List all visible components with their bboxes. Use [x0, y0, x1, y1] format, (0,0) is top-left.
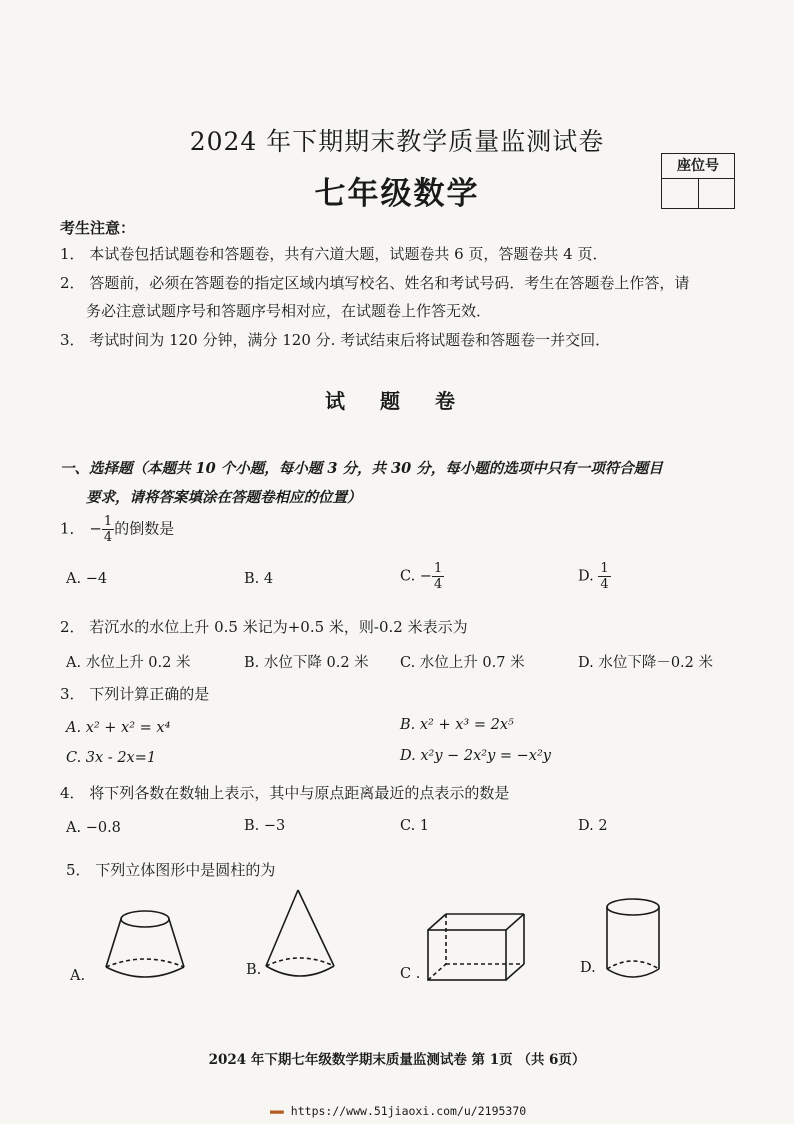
- frustum-figure: [100, 905, 190, 985]
- option-b: B. x² + x³ = 2x⁵: [400, 717, 514, 733]
- cone-figure: [260, 888, 340, 986]
- fraction: [432, 561, 444, 592]
- seat-number-cells: [662, 179, 734, 209]
- option-d: D. x²y − 2x²y = −x²y: [400, 748, 551, 764]
- question-3: 3． 下列计算正确的是: [60, 685, 210, 703]
- question-5: 5． 下列立体图形中是圆柱的为: [66, 861, 276, 879]
- exam-subtitle: 七年级数学: [314, 176, 480, 212]
- notice-item: 3． 考试时间为 120 分钟，满分 120 分. 考试结束后将试题卷和答题卷一并交回．: [60, 331, 611, 349]
- cylinder-figure: [602, 895, 664, 985]
- option-a: A. −4: [66, 571, 108, 587]
- url-marker: ▬▬: [270, 1104, 284, 1118]
- option-c: C. 水位上升 0.7 米: [400, 655, 525, 671]
- option-d: D. 2: [578, 818, 608, 834]
- fraction-numerator: 1: [433, 561, 443, 576]
- notice-item: 1． 本试卷包括试题卷和答题卷，共有六道大题，试题卷共 6 页，答题卷共 4 页．: [60, 245, 608, 263]
- fraction-denominator: 4: [600, 577, 609, 592]
- option-a: A. x² + x² = x⁴: [66, 720, 171, 736]
- question-number: 1．: [60, 519, 85, 538]
- option-d: D.: [580, 960, 596, 976]
- fraction-numerator: 1: [103, 514, 113, 529]
- option-label: D.: [578, 568, 594, 585]
- notice-item: 2． 答题前，必须在答题卷的指定区域内填写校名、姓名和考试号码．考生在答题卷上作答，请: [60, 274, 690, 292]
- option-c: C. 3x - 2x=1: [66, 750, 157, 766]
- option-a: A. −0.8: [66, 820, 121, 836]
- exam-title: 2024 年下期期末教学质量监测试卷: [189, 127, 605, 156]
- fraction-numerator: 1: [600, 561, 609, 576]
- section-title: 试 题 卷: [325, 389, 469, 413]
- option-d: D. 水位下降－0.2 米: [578, 655, 713, 671]
- fraction: [598, 561, 610, 592]
- option-b: B.: [246, 962, 262, 978]
- option-a: A.: [70, 968, 86, 984]
- page-footer: 2024 年下期七年级数学期末质量监测试卷 第 1页 （共 6页）: [208, 1052, 586, 1068]
- seat-number-box: [661, 153, 735, 209]
- option-c: C. 1: [400, 818, 430, 834]
- notice-heading: 考生注意：: [60, 219, 136, 237]
- seat-cell: [699, 179, 735, 209]
- option-c: C .: [400, 966, 421, 982]
- notice-item: 务必注意试题序号和答题序号相对应，在试题卷上作答无效．: [86, 302, 492, 320]
- question-4: 4． 将下列各数在数轴上表示，其中与原点距离最近的点表示的数是: [60, 784, 510, 802]
- option-b: B. 4: [244, 571, 274, 587]
- option-c: [400, 561, 444, 592]
- option-d: [578, 561, 611, 592]
- option-a: A. 水位上升 0.2 米: [66, 655, 191, 671]
- option-b: B. 水位下降 0.2 米: [244, 655, 369, 671]
- part-heading: 要求，请将答案填涂在答题卷相应的位置）: [86, 489, 362, 506]
- minus-sign: −: [89, 519, 102, 538]
- fraction-denominator: 4: [433, 577, 443, 592]
- fraction: [102, 514, 114, 545]
- fraction-denominator: 4: [103, 530, 113, 545]
- part-heading: 一、选择题（本题共 10 个小题，每小题 3 分，共 30 分，每小题的选项中只有一项符合题目: [60, 460, 663, 477]
- url-text: https://www.51jiaoxi.com/u/2195370: [290, 1104, 527, 1118]
- source-url: [270, 1104, 526, 1118]
- question-text: 的倒数是: [114, 519, 175, 538]
- question-1: [60, 514, 174, 545]
- option-label: C. −: [400, 568, 432, 585]
- question-2: 2． 若沉水的水位上升 0.5 米记为+0.5 米，则-0.2 米表示为: [60, 618, 468, 636]
- cuboid-figure: [424, 910, 530, 986]
- seat-number-label: 座位号: [662, 154, 734, 179]
- option-b: B. −3: [244, 818, 286, 834]
- seat-cell: [662, 179, 699, 209]
